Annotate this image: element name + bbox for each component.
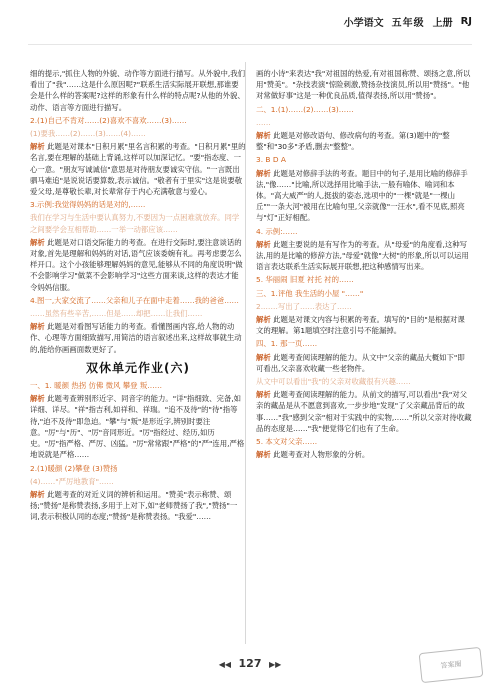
- right-question-6: 5. 本文对父亲……: [256, 437, 318, 447]
- right-answer-6: [256, 449, 472, 460]
- left-question-2-sub: (1)要我……(2)……(3)……(4)……: [30, 129, 146, 139]
- header-subject: 小学语文: [343, 18, 384, 29]
- analysis-text: 此题是对修辞手法的考查。题目中的句子,是用比喻的修辞手法,"像……"比喻,所以选择用比喻手法,一般有喻体、喻词和本体。"高大威严"的人,挺拔的姿态,选项中的"一棵"就是"一棵山丘""一条大河"被用在比喻句里,父亲就像"一汪水",看不见底,照亮与"灯"正好相配。: [256, 168, 468, 223]
- left-column: [30, 68, 246, 525]
- analysis-label: 解析: [30, 142, 45, 152]
- analysis-text: 此题考查阅读理解的能力。从前文的描写,可以看出"我"对父亲的藏品是从不愿意到喜欢,一步步地"发现"了父亲藏品背后的故事……"我"感到父亲"相对于实践中的实物,……"所以父亲对待收藏品的态度是……"我"便觉得它们也有了生命。: [256, 390, 472, 433]
- analysis-text: 此题考查对人物形象的分析。: [273, 450, 370, 460]
- section-title: 双休单元作业(六): [86, 360, 190, 375]
- analysis-label: 解析: [30, 237, 45, 247]
- analysis-text: 此题是对修改语句、修改病句的考查。第(3)题中的"整整"和"30多"矛盾,删去"整整"。: [256, 131, 450, 152]
- analysis-label: 解析: [30, 394, 45, 404]
- page-header: [344, 14, 472, 29]
- right-answer-3: [256, 168, 472, 224]
- right-answer-4: [256, 239, 472, 273]
- right-section-4: 四、1. 那一页……: [256, 339, 318, 349]
- analysis-text: 此题主要说的是有写作为的考查。从"母爱"的角度看,这种写法,用的是比喻的修辞方法,"母爱"就像"大树"的形象,所以可以运用语言表达联系生活实际展开联想,把这种感情写出来。: [256, 239, 469, 272]
- right-column: [256, 68, 472, 463]
- right-question-4: 4. 示例:……: [256, 226, 298, 236]
- analysis-text: 此题考查阅读理解的能力。从文中"父亲的藏品大概如下"即可看出,父亲喜欢收藏一些老物件。: [256, 352, 465, 373]
- analysis-label: 解析: [256, 239, 271, 249]
- analysis-text: 此题是对口语交际能力的考查。在进行交际时,要注意谈话的对象,首先是理解和妈妈的对话,语气应该委婉有礼。再考虑要怎么样开口。这个小孩能够理解妈妈的意见,能够从不同的角度说明"做不会影响学习"做菜不会影响学习"这些方面来谈,这样的表达才能令妈妈信服。: [30, 237, 243, 292]
- right-answer-s4b: [256, 389, 472, 434]
- right-answer-s4: [256, 352, 472, 374]
- left-question-2: 2.(1)自己不肯对……(2)喜欢不喜欢……(3)……: [30, 115, 187, 125]
- left-answer-2: [30, 141, 246, 197]
- analysis-label: 解析: [256, 390, 271, 400]
- section-question-2: 2.(1)暖颜 (2)攀登 (3)赞扬: [30, 463, 118, 473]
- right-question-3: 3. B D A: [256, 155, 286, 165]
- right-section-4-more: 从文中可以看出"我"的父亲对收藏很有兴趣……: [256, 377, 411, 387]
- section-question-1: 一、1. 暖颜 热拐 仿佛 微风 攀登 叛……: [30, 381, 163, 391]
- prev-arrow-icon: ◀◀: [218, 660, 232, 669]
- left-question-3: 3.示例:我觉得妈妈的话是对的,……: [30, 200, 146, 210]
- header-edition: RJ: [460, 16, 472, 27]
- analysis-text: 此题考查辨别形近字、同音字的能力。"详"指细致、完备,如详细、详尽。"祥"指吉利,如祥和、祥瑞。"追不及待"的"待"指等待,"迫不及待"即急迫。"攀"与"叛"是形近字,辨别时要注意。"厉"与"历"、"厉"音同形近。"厉"指经过、经历,如历史。"厉"指严格、严厉、凶猛。"厉"常常跟"严格"的"严"连用,严格地说就是严格……: [30, 394, 245, 460]
- left-answer-4: [30, 321, 246, 355]
- right-section-3: 三、1.评他 我生活的小屋 "……": [256, 288, 364, 298]
- page-number: 127: [238, 657, 262, 670]
- next-arrow-icon: ▶▶: [268, 660, 282, 669]
- left-question-4-more: ……虽然有些辛苦,……但是……却把……让我们……: [30, 309, 203, 319]
- right-answer-s3: [256, 314, 472, 336]
- left-question-4: 4.图一,大家交流了……父亲和儿子在面中走着……我的爸爸……: [30, 295, 239, 305]
- analysis-text: 此题是对看图写话能力的考查。看懂图画内容,给人物的动作、心理等方面细致描写,用简洁的语言叙述出来,这样故事就生动的,能给你画画面数更好了。: [30, 322, 242, 354]
- section-answer-1: [30, 393, 246, 460]
- right-question-5: 5. 华丽闹 旧夏 衬托 衬的……: [256, 275, 354, 285]
- right-answer-2: [256, 130, 472, 152]
- right-question-2-sub: ……: [256, 117, 271, 127]
- analysis-label: 解析: [256, 168, 271, 178]
- analysis-label: 解析: [256, 315, 271, 325]
- analysis-label: 解析: [30, 322, 45, 332]
- header-volume: 上册: [432, 18, 453, 29]
- analysis-label: 解析: [30, 489, 45, 499]
- left-question-3-more: 我们在学习与生活中要认真努力,不要因为一点困难就放弃。同学之间要学会互相帮助……一举一动都应该……: [30, 213, 240, 234]
- right-paragraph-1: 画的小诗"来表达"我"对祖国的热爱,有对祖国称赞、颂扬之意,所以用"赞美"。"杂技表演"惊险刺激,赞扬杂技演员,所以用"赞扬"。"他对常做好事"这是一种优良品质,值得表扬,所以用"赞扬"。: [256, 69, 471, 101]
- watermark-stamp: 答案圈: [419, 647, 484, 683]
- analysis-text: 此题是对课本"日积月累"里名言积累的考查。"日积月累"里的名言,要在理解的基础上背诵,这样可以加深记忆。"要"指态度、一心一意。"朋友写诚诚信"意思是对待朋友要诚实守信。"一言既出驷马难追"是说说话要算数,表示诚信。"敬者有于里实"这是说要敬爱父母,是尊敬长辈,对长辈常存于内心充满敬意与爱心。: [30, 142, 246, 197]
- analysis-label: 解析: [256, 450, 271, 460]
- left-answer-3: [30, 237, 246, 293]
- analysis-label: 解析: [256, 352, 271, 362]
- left-paragraph-1: 细的提示,"抓住人物的外貌、动作等方面进行描写。从外貌中,我们看出了"我"……这是什么原因呢?"联系生活实际展开联想,那谁要会是什么样的答案呢?这样的形象有什么样的特点呢?从他的外貌、动作、语言等方面进行描写。: [30, 69, 246, 112]
- right-section-3-more: 2.……写出了……表达了……: [256, 301, 352, 311]
- section-question-2-more: (4)……"严厉地教育"……: [30, 476, 114, 486]
- right-question-2: 二、1.(1)……(2)……(3)……: [256, 104, 354, 114]
- header-rule: [28, 44, 472, 45]
- analysis-text: 此题考查的对近义词的辨析和运用。"赞美"表示称赞、颂扬;"赞扬"是称赞表扬,多用于上对下,如"老师赞扬了我","赞扬"一词,表示积极认同的态度;"赞扬"是称赞表扬。"我爱"……: [30, 489, 238, 522]
- section-answer-2: [30, 489, 246, 523]
- header-grade: 五年级: [391, 18, 425, 29]
- analysis-label: 解析: [256, 131, 271, 141]
- analysis-text: 此题是对课文内容与积累的考查。填写的"目的"是根据对课文的理解。第1题填空时注意引号不能漏掉。: [256, 315, 465, 336]
